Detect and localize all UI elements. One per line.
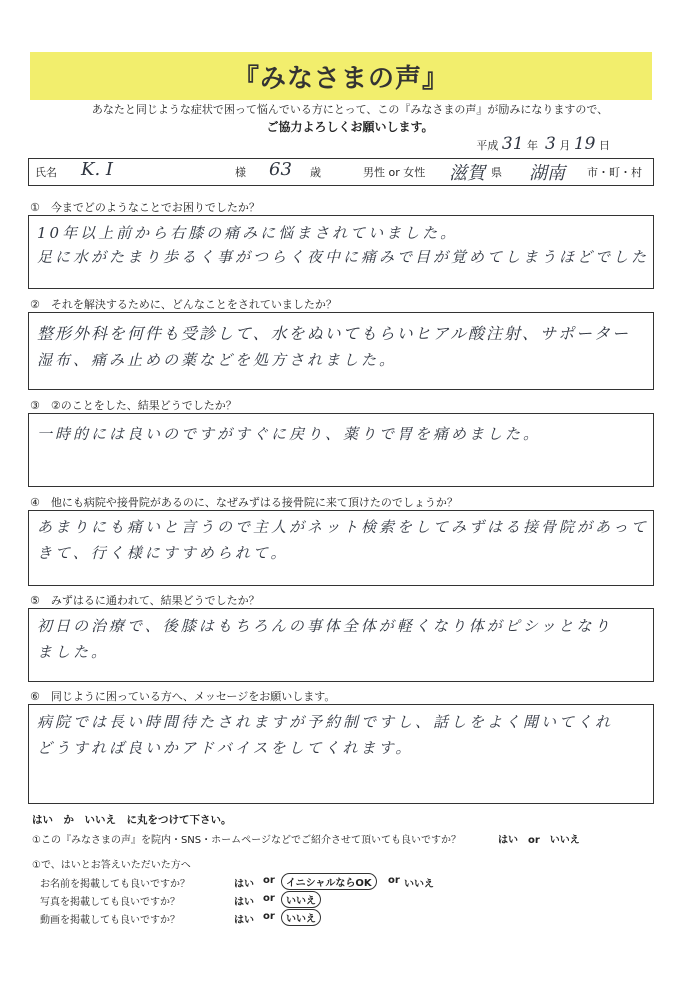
date-year-unit: 年	[527, 139, 539, 152]
answer-5-line-2: ました。	[37, 643, 110, 661]
consent-name-or2: or	[388, 875, 400, 886]
consent-name-no[interactable]: いいえ	[404, 879, 434, 890]
intro-text: あなたと同じような症状で困って悩んでいる方にとって、この『みなさまの声』が励みになりますので、	[91, 103, 609, 116]
consent-photo-no-circled[interactable]: いいえ	[281, 891, 321, 908]
date-line	[476, 134, 610, 154]
consent-video-or: or	[263, 911, 275, 922]
date-day-unit: 日	[599, 139, 610, 152]
age-unit: 歳	[310, 166, 321, 179]
answer-box-3	[28, 413, 654, 487]
prefecture-value: 滋賀	[449, 163, 485, 184]
consent-name-label: お名前を掲載しても良いですか？	[40, 879, 190, 890]
consent-instruction: はい か いいえ に丸をつけて下さい。	[32, 814, 232, 826]
question-6: ⑥ 同じように困っている方へ、メッセージをお願いします。	[30, 690, 336, 703]
consent-name-initial-circled[interactable]: イニシャルならOK	[281, 873, 377, 890]
date-year: 31	[501, 134, 524, 154]
date-era: 平成	[476, 139, 499, 152]
answer-4-line-2: きて、行く様にすすめられて。	[37, 544, 289, 562]
title-band	[30, 52, 652, 100]
answer-6-line-2: どうすれば良いかアドバイスをしてくれます。	[37, 739, 414, 757]
consent-photo-label: 写真を掲載しても良いですか？	[40, 897, 180, 908]
city-unit: 市・町・村	[587, 166, 642, 179]
answer-5-line-1: 初日の治療で、後膝はもちろんの事体全体が軽くなり体がピシッとなり	[37, 617, 613, 635]
age-value: 63	[269, 159, 292, 180]
consent-video-no-circled[interactable]: いいえ	[281, 909, 321, 926]
consent-video-label: 動画を掲載しても良いですか？	[40, 915, 180, 926]
honorific: 様	[235, 166, 246, 179]
consent-name-yes[interactable]: はい	[234, 879, 254, 890]
question-5: ⑤ みずはるに通われて、結果どうでしたか？	[30, 594, 260, 607]
answer-3-line-1: 一時的には良いのですがすぐに戻り、薬りで胃を痛めました。	[37, 425, 542, 443]
consent-q1: ①この『みなさまの声』を院内・SNS・ホームページなどでご紹介させて頂いても良いですか？	[32, 835, 461, 846]
answer-box-5	[28, 608, 654, 682]
answer-6-line-1: 病院では長い時間待たされますが予約制ですし、話しをよく聞いてくれ	[37, 713, 614, 731]
intro-request: ご協力よろしくお願いします。	[266, 120, 434, 134]
gender-label: 男性 or 女性	[363, 166, 426, 179]
answer-2-line-2: 湿布、痛み止めの薬などを処方されました。	[37, 351, 398, 369]
question-4: ④ 他にも病院や接骨院があるのに、なぜみずはる接骨院に来て頂けたのでしょうか？	[30, 496, 458, 509]
consent-q2-intro: ①で、はいとお答えいただいた方へ	[32, 860, 191, 871]
prefecture-unit: 県	[491, 166, 502, 179]
date-day: 19	[573, 134, 596, 154]
profile-row	[28, 158, 654, 186]
name-value: K. I	[81, 159, 114, 180]
answer-1-line-2: 足に水がたまり歩るく事がつらく夜中に痛みで目が覚めてしまうほどでした	[37, 248, 650, 266]
question-3: ③ ②のことをした、結果どうでしたか？	[30, 399, 237, 412]
question-1: ① 今までどのようなことでお困りでしたか？	[30, 201, 260, 214]
consent-photo-yes[interactable]: はい	[234, 897, 254, 908]
answer-1-line-1: 10年以上前から右膝の痛みに悩まされていました。	[37, 224, 459, 242]
question-2: ② それを解決するために、どんなことをされていましたか？	[30, 298, 337, 311]
answer-2-line-1: 整形外科を何件も受診して、水をぬいてもらいヒアル酸注射、サポーター	[37, 324, 631, 343]
answer-box-1	[28, 215, 654, 289]
answer-box-4	[28, 510, 654, 586]
answer-box-6	[28, 704, 654, 804]
name-label: 氏名	[35, 166, 57, 179]
date-month: 3	[545, 134, 556, 154]
consent-video-yes[interactable]: はい	[234, 915, 254, 926]
answer-4-line-1: あまりにも痛いと言うので主人がネット検索をしてみずはる接骨院があって	[37, 518, 649, 536]
city-value: 湖南	[529, 163, 565, 184]
consent-photo-or: or	[263, 893, 275, 904]
consent-name-or1: or	[263, 875, 275, 886]
date-month-unit: 月	[559, 139, 571, 152]
page-title: 『みなさまの声』	[232, 63, 449, 94]
consent-q1-options[interactable]: はい or いいえ	[498, 835, 580, 846]
answer-box-2	[28, 312, 654, 390]
